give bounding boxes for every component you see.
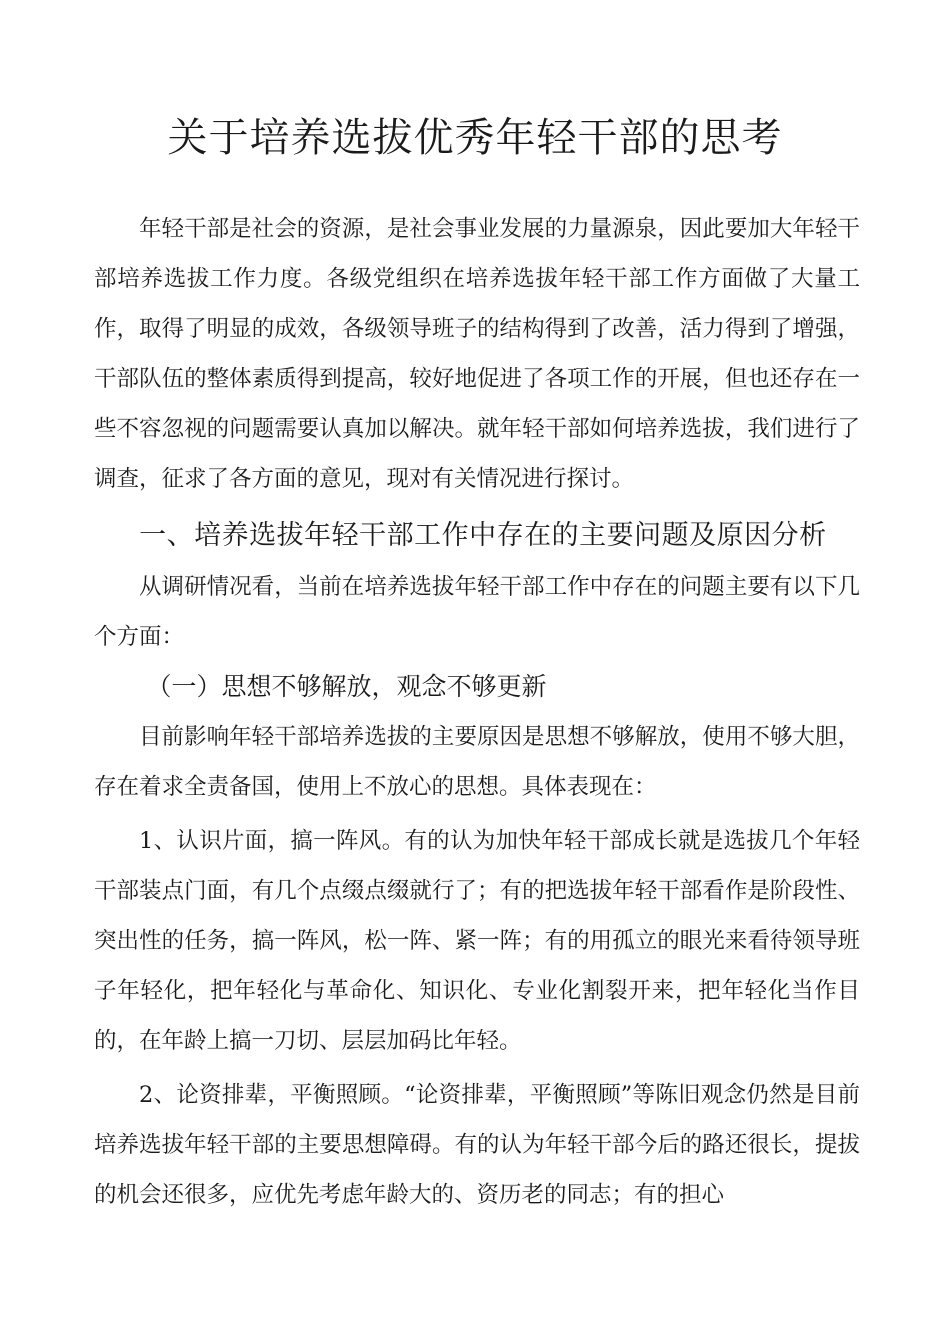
point-1-paragraph: 1、认识片面，搞一阵风。有的认为加快年轻干部成长就是选拔几个年轻干部装点门面，有几个点缀点缀就行了；有的把选拔年轻干部看作是阶段性、突出性的任务，搞一阵风，松一阵、紧一阵；有的用孤立的眼光来看待领导班子年轻化，把年轻化与革命化、知识化、专业化割裂开来，把年轻化当作目的，在年龄上搞一刀切、层层加码比年轻。 (94, 828, 860, 1054)
point-2-paragraph: 2、论资排辈，平衡照顾。“论资排辈，平衡照顾”等陈旧观念仍然是目前培养选拔年轻干部的主要思想障碍。有的认为年轻干部今后的路还很长，提拔的机会还很多，应优先考虑年龄大的、资历老的同志；有的担心 (94, 1082, 860, 1208)
section-1-intro-paragraph: 从调研情况看，当前在培养选拔年轻干部工作中存在的问题主要有以下几个方面： (94, 574, 860, 650)
document-title: 关于培养选拔优秀年轻干部的思考 (167, 115, 783, 161)
subsection-1-paragraph: 目前影响年轻干部培养选拔的主要原因是思想不够解放，使用不够大胆，存在着求全责备国，使用上不放心的思想。具体表现在： (94, 724, 860, 800)
section-1-heading: 一、培养选拔年轻干部工作中存在的主要问题及原因分析 (139, 520, 827, 551)
document-body (94, 204, 860, 1220)
subsection-1-heading: （一）思想不够解放，观念不够更新 (146, 672, 547, 701)
intro-paragraph: 年轻干部是社会的资源，是社会事业发展的力量源泉，因此要加大年轻干部培养选拔工作力度。各级党组织在培养选拔年轻干部工作方面做了大量工作，取得了明显的成效，各级领导班子的结构得到了改善，活力得到了增强，干部队伍的整体素质得到提高，较好地促进了各项工作的开展，但也还存在一些不容忽视的问题需要认真加以解决。就年轻干部如何培养选拔，我们进行了调查，征求了各方面的意见，现对有关情况进行探讨。 (94, 216, 860, 492)
